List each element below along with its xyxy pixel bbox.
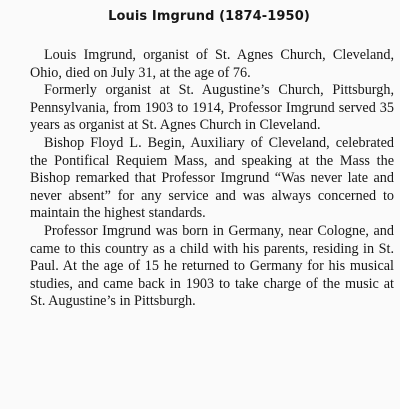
paragraph-biography: Professor Imgrund was born in Germany, near Cologne, and came to this country as a child with his parents, residing in St. Paul. At the age of 15 he returned to Germany for his musical studies, and came back in 1903 to take charge of the music at St. Augustine’s in Pittsburgh.	[30, 222, 394, 310]
paragraph-death-notice: Louis Imgrund, organist of St. Agnes Church, Cleveland, Ohio, died on July 31, at the age of 76.	[30, 47, 394, 81]
paragraph-requiem-mass: Bishop Floyd L. Begin, Auxiliary of Cleveland, celebrated the Pontifical Requiem Mass, and speaking at the Mass the Bishop remarked that Professor Imgrund “Was never late and never absent” for any service and was always concerned to maintain the highest standards.	[30, 134, 394, 222]
article-body	[30, 47, 394, 311]
article-headline: Louis Imgrund (1874-1950)	[108, 9, 310, 24]
obituary-article	[30, 8, 394, 311]
paragraph-career: Formerly organist at St. Augustine’s Church, Pittsburgh, Pennsylvania, from 1903 to 1914, Professor Imgrund served 35 years as organist at St. Agnes Church in Cleveland.	[30, 82, 394, 134]
